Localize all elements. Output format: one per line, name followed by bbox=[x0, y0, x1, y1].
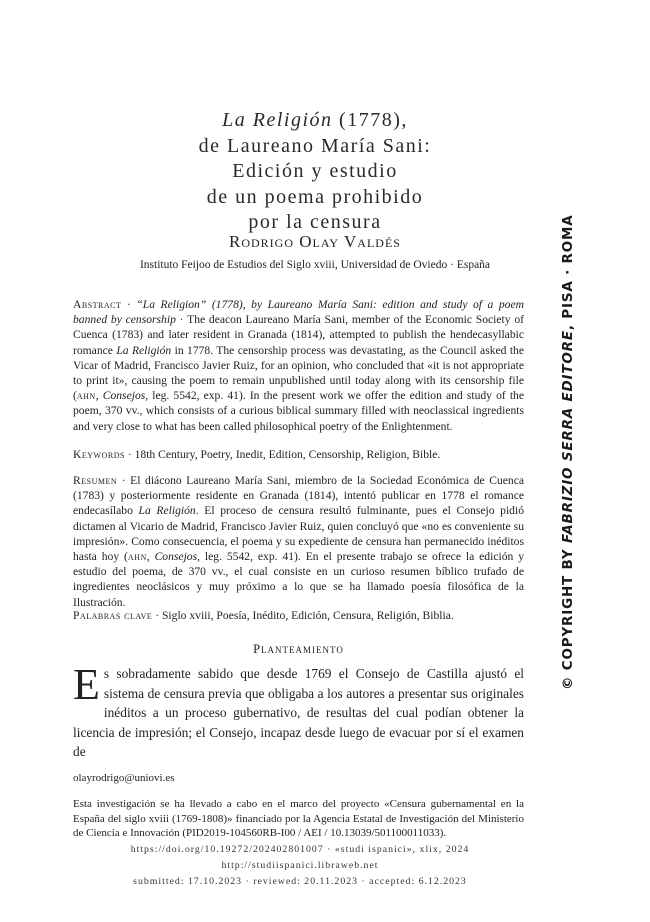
footer-dates: submitted: 17.10.2023 · reviewed: 20.11.2023 · accepted: 6.12.2023 bbox=[133, 876, 467, 887]
resumen-archive-abbr: ahn bbox=[127, 550, 147, 564]
abstract bbox=[73, 297, 524, 434]
copyright-notice bbox=[560, 214, 576, 690]
section-heading: Planteamiento bbox=[253, 642, 344, 656]
title-line-3: Edición y estudio bbox=[232, 160, 398, 182]
palabras-list: · Siglo xviii, Poesía, Inédito, Edición, Censura, Religión, Biblia. bbox=[152, 609, 454, 622]
copyright-prefix: © COPYRIGHT BY bbox=[560, 543, 576, 690]
title-line-2: de Laureano María Sani: bbox=[198, 134, 432, 157]
footer-website[interactable]: http://studiispanici.libraweb.net bbox=[221, 860, 379, 871]
palabras-label: Palabras clave bbox=[73, 609, 153, 622]
abstract-work-name: La Religión bbox=[116, 343, 172, 357]
abstract-file-name: Consejos bbox=[102, 389, 146, 403]
resumen-text: . El proceso de censura resultó fulminante, pues el Consejo pidió dictamen al Vicario de Madrid, Francisco Javier Ruiz, quien concluyó que «no es conveniente su impresión». Como consecuencia, el poema y su expediente de censura han permanecido inéditos hasta hoy ( bbox=[73, 504, 524, 564]
resumen-text: , leg. 5542, exp. 41). En el presente trabajo se ofrece la edición y estudio del poema, de 370 vv., el cual consiste en un curioso resumen bíblico trufado de ingredientes neoclásicos y muy próximo a lo que se ha llamado poesía filosófica de la Ilustración. bbox=[73, 550, 525, 609]
abstract-text: , bbox=[95, 389, 103, 403]
copyright-publisher: FABRIZIO SERRA EDITORE bbox=[560, 330, 576, 543]
abstract-separator: · bbox=[121, 298, 137, 311]
abstract-label: Abstract bbox=[73, 298, 122, 311]
article-title bbox=[100, 108, 530, 236]
abstract-text: in 1778. The censorship process was devastating, as the Council asked the Vicar of Madrid, Francisco Javier Ruiz, for an opinion, who concluded that «it is not appropriate to print it», causing the poem to remain unpublished until today along with its censorship file ( bbox=[73, 343, 524, 403]
body-paragraph bbox=[73, 660, 524, 762]
resumen-label: Resumen bbox=[73, 474, 118, 487]
abstract-archive-abbr: ahn bbox=[76, 389, 96, 403]
author-affiliation: Instituto Feijoo de Estudios del Siglo xviii, Universidad de Oviedo · España bbox=[139, 259, 491, 271]
abstract-text: · The deacon Laureano María Sani, member of the Economic Society of Cuenca (1783) and later resident in Granada (1814), attempted to publish the hendecasyllabic romance bbox=[73, 313, 525, 357]
resumen-text: , bbox=[146, 550, 155, 564]
abstract-english-title: “La Religion” (1778), by Laureano María Sani: edition and study of a poem banned by censorship bbox=[73, 298, 524, 327]
resumen-file-name: Consejos bbox=[154, 550, 198, 564]
footnote-funding: Esta investigación se ha llevado a cabo en el marco del proyecto «Censura gubernamental en la España del siglo xviii (1769-1808)» financiado por la Agencia Estatal de Investigación del Ministerio de Ciencia e Innovación (PID2019-104560RB-I00 / AEI / 10.13039/501100011033). bbox=[73, 798, 524, 839]
keywords-list: · 18th Century, Poetry, Inedit, Edition, Censorship, Religion, Bible. bbox=[124, 448, 441, 461]
footnote-email[interactable]: olayrodrigo@uniovi.es bbox=[73, 772, 175, 784]
resumen-work-name: La Religión bbox=[138, 504, 196, 518]
title-line-4: de un poema prohibido bbox=[206, 185, 424, 208]
title-line-5: por la censura bbox=[248, 211, 382, 233]
footer-doi[interactable]: https://doi.org/10.19272/202402801007 · «studi ispanici», xlix, 2024 bbox=[130, 844, 470, 855]
abstract-text: , leg. 5542, exp. 41). In the present work we offer the edition and study of the poem, 370 vv., which consists of a curious biblical summary filled with neoclassical ingredients and very close to what has been called philosophical poetry of the Enlightenment. bbox=[73, 389, 524, 433]
keywords bbox=[73, 447, 524, 462]
resumen-text: · El diácono Laureano María Sani, miembro de la Sociedad Económica de Cuenca (1783) y posteriormente residente en Granada (1814), intentó publicar en 1778 el romance endecasílabo bbox=[73, 474, 524, 518]
body-text: s sobradamente sabido que desde 1769 el Consejo de Castilla ajustó el sistema de censura previa que obligaba a los autores a presentar sus originales inéditos a un proceso gubernativo, de resultas del cual podían obtener la licencia de impresión; el Consejo, incapaz desde luego de evacuar por sí el examen de bbox=[73, 666, 524, 759]
author-name: Rodrigo Olay Valdés bbox=[229, 232, 401, 251]
keywords-label: Keywords bbox=[73, 448, 125, 461]
title-work-name: La Religión bbox=[222, 109, 333, 131]
title-year: (1778), bbox=[332, 109, 408, 131]
resumen bbox=[73, 473, 524, 610]
palabras-clave bbox=[73, 608, 524, 623]
drop-cap: E bbox=[73, 660, 100, 709]
copyright-suffix: , PISA · ROMA bbox=[560, 214, 576, 331]
